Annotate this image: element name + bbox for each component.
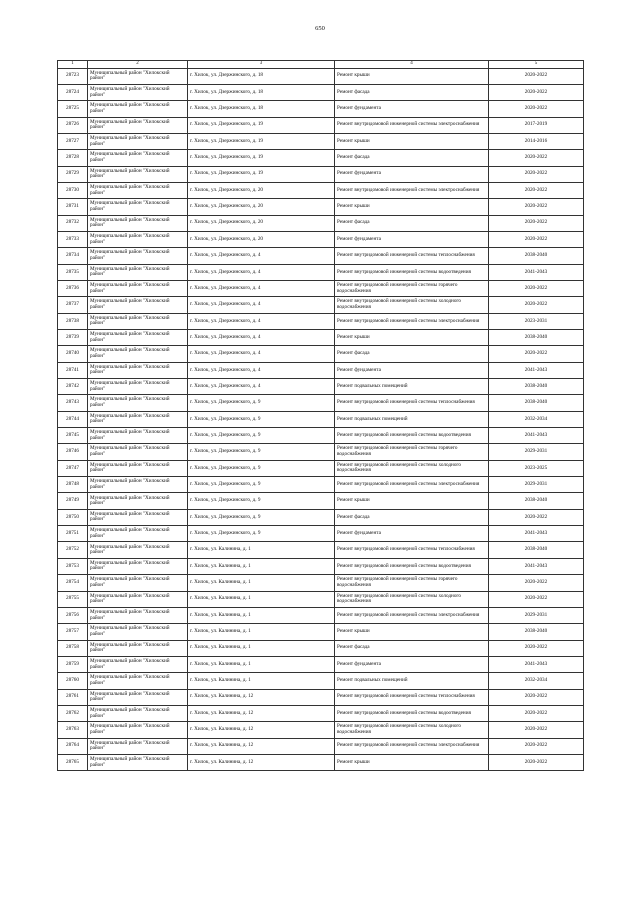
address-cell: г. Хилок, ул. Дзержинского, д. 18 <box>188 68 335 84</box>
address-cell: г. Хилок, ул. Калинина, д. 12 <box>188 705 335 721</box>
period-cell: 2020-2022 <box>489 84 584 100</box>
row-number: 28753 <box>58 558 88 574</box>
table-row <box>58 493 584 509</box>
municipality-cell: Муниципальный район "Хилокский район" <box>88 493 188 509</box>
table-row <box>58 166 584 182</box>
municipality-cell: Муниципальный район "Хилокский район" <box>88 542 188 558</box>
period-cell: 2020-2022 <box>489 297 584 313</box>
work-type-cell: Ремонт крыши <box>335 754 489 770</box>
municipality-cell: Муниципальный район "Хилокский район" <box>88 231 188 247</box>
work-type-cell: Ремонт внутридомовой инженерной системы электроснабжения <box>335 182 489 198</box>
work-type-cell: Ремонт внутридомовой инженерной системы водоотведения <box>335 558 489 574</box>
row-number: 28737 <box>58 297 88 313</box>
work-type-cell: Ремонт фундамента <box>335 526 489 542</box>
work-type-cell: Ремонт фундамента <box>335 166 489 182</box>
table-row <box>58 362 584 378</box>
address-cell: г. Хилок, ул. Дзержинского, д. 9 <box>188 493 335 509</box>
work-type-cell: Ремонт внутридомовой инженерной системы электроснабжения <box>335 313 489 329</box>
municipality-cell: Муниципальный район "Хилокский район" <box>88 313 188 329</box>
work-type-cell: Ремонт крыши <box>335 624 489 640</box>
row-number: 28733 <box>58 231 88 247</box>
period-cell: 2029-2031 <box>489 477 584 493</box>
period-cell: 2017-2019 <box>489 117 584 133</box>
work-type-cell: Ремонт подвальных помещений <box>335 673 489 689</box>
address-cell: г. Хилок, ул. Калинина, д. 1 <box>188 558 335 574</box>
address-cell: г. Хилок, ул. Дзержинского, д. 20 <box>188 215 335 231</box>
work-type-cell: Ремонт внутридомовой инженерной системы теплоснабжения <box>335 689 489 705</box>
work-type-cell: Ремонт внутридомовой инженерной системы электроснабжения <box>335 738 489 754</box>
table-row <box>58 738 584 754</box>
period-cell: 2020-2022 <box>489 346 584 362</box>
period-cell: 2041-2043 <box>489 264 584 280</box>
work-type-cell: Ремонт внутридомовой инженерной системы теплоснабжения <box>335 395 489 411</box>
table-row <box>58 754 584 770</box>
row-number: 28752 <box>58 542 88 558</box>
address-cell: г. Хилок, ул. Калинина, д. 1 <box>188 673 335 689</box>
period-cell: 2014-2016 <box>489 133 584 149</box>
period-cell: 2020-2022 <box>489 231 584 247</box>
municipality-cell: Муниципальный район "Хилокский район" <box>88 640 188 656</box>
row-number: 28746 <box>58 444 88 460</box>
table-row <box>58 591 584 607</box>
work-type-cell: Ремонт внутридомовой инженерной системы электроснабжения <box>335 607 489 623</box>
period-cell: 2023-2025 <box>489 460 584 476</box>
work-type-cell: Ремонт внутридомовой инженерной системы электроснабжения <box>335 477 489 493</box>
work-type-cell: Ремонт фундамента <box>335 231 489 247</box>
address-cell: г. Хилок, ул. Дзержинского, д. 9 <box>188 395 335 411</box>
work-type-cell: Ремонт внутридомовой инженерной системы горячего водоснабжения <box>335 575 489 591</box>
table-row <box>58 722 584 738</box>
table-row <box>58 509 584 525</box>
table-row <box>58 705 584 721</box>
table-row <box>58 264 584 280</box>
municipality-cell: Муниципальный район "Хилокский район" <box>88 117 188 133</box>
work-type-cell: Ремонт фундамента <box>335 101 489 117</box>
column-header: 2 <box>88 61 188 69</box>
table-row <box>58 460 584 476</box>
period-cell: 2041-2043 <box>489 428 584 444</box>
municipality-cell: Муниципальный район "Хилокский район" <box>88 182 188 198</box>
address-cell: г. Хилок, ул. Дзержинского, д. 20 <box>188 182 335 198</box>
municipality-cell: Муниципальный район "Хилокский район" <box>88 411 188 427</box>
work-type-cell: Ремонт крыши <box>335 330 489 346</box>
municipality-cell: Муниципальный район "Хилокский район" <box>88 428 188 444</box>
municipality-cell: Муниципальный район "Хилокский район" <box>88 624 188 640</box>
address-cell: г. Хилок, ул. Дзержинского, д. 4 <box>188 379 335 395</box>
period-cell: 2041-2043 <box>489 526 584 542</box>
table-row <box>58 656 584 672</box>
municipality-cell: Муниципальный район "Хилокский район" <box>88 673 188 689</box>
period-cell: 2038-2040 <box>489 248 584 264</box>
row-number: 28751 <box>58 526 88 542</box>
municipality-cell: Муниципальный район "Хилокский район" <box>88 166 188 182</box>
row-number: 28762 <box>58 705 88 721</box>
work-type-cell: Ремонт внутридомовой инженерной системы теплоснабжения <box>335 542 489 558</box>
table-row <box>58 280 584 296</box>
row-number: 28728 <box>58 150 88 166</box>
address-cell: г. Хилок, ул. Дзержинского, д. 19 <box>188 133 335 149</box>
address-cell: г. Хилок, ул. Дзержинского, д. 4 <box>188 346 335 362</box>
table-row <box>58 248 584 264</box>
row-number: 28735 <box>58 264 88 280</box>
address-cell: г. Хилок, ул. Дзержинского, д. 20 <box>188 199 335 215</box>
work-type-cell: Ремонт внутридомовой инженерной системы электроснабжения <box>335 117 489 133</box>
page-number: 650 <box>315 25 325 32</box>
period-cell: 2020-2022 <box>489 575 584 591</box>
municipality-cell: Муниципальный район "Хилокский район" <box>88 133 188 149</box>
period-cell: 2020-2022 <box>489 150 584 166</box>
address-cell: г. Хилок, ул. Дзержинского, д. 9 <box>188 477 335 493</box>
row-number: 28758 <box>58 640 88 656</box>
period-cell: 2020-2022 <box>489 689 584 705</box>
period-cell: 2020-2022 <box>489 68 584 84</box>
row-number: 28731 <box>58 199 88 215</box>
row-number: 28744 <box>58 411 88 427</box>
table-row <box>58 575 584 591</box>
row-number: 28760 <box>58 673 88 689</box>
row-number: 28729 <box>58 166 88 182</box>
row-number: 28756 <box>58 607 88 623</box>
work-type-cell: Ремонт внутридомовой инженерной системы горячего водоснабжения <box>335 444 489 460</box>
municipality-cell: Муниципальный район "Хилокский район" <box>88 330 188 346</box>
table-row <box>58 231 584 247</box>
address-cell: г. Хилок, ул. Дзержинского, д. 9 <box>188 444 335 460</box>
municipality-cell: Муниципальный район "Хилокский район" <box>88 101 188 117</box>
row-number: 28738 <box>58 313 88 329</box>
address-cell: г. Хилок, ул. Дзержинского, д. 4 <box>188 330 335 346</box>
municipality-cell: Муниципальный район "Хилокский район" <box>88 395 188 411</box>
table-row <box>58 330 584 346</box>
table-row <box>58 84 584 100</box>
address-cell: г. Хилок, ул. Дзержинского, д. 9 <box>188 526 335 542</box>
work-type-cell: Ремонт внутридомовой инженерной системы холодного водоснабжения <box>335 297 489 313</box>
period-cell: 2020-2022 <box>489 705 584 721</box>
table-row <box>58 526 584 542</box>
address-cell: г. Хилок, ул. Калинина, д. 12 <box>188 754 335 770</box>
address-cell: г. Хилок, ул. Калинина, д. 1 <box>188 656 335 672</box>
municipality-cell: Муниципальный район "Хилокский район" <box>88 84 188 100</box>
period-cell: 2041-2043 <box>489 558 584 574</box>
address-cell: г. Хилок, ул. Калинина, д. 1 <box>188 591 335 607</box>
row-number: 28747 <box>58 460 88 476</box>
table-row <box>58 624 584 640</box>
period-cell: 2032-2034 <box>489 673 584 689</box>
period-cell: 2020-2022 <box>489 215 584 231</box>
period-cell: 2038-2040 <box>489 395 584 411</box>
address-cell: г. Хилок, ул. Калинина, д. 12 <box>188 738 335 754</box>
municipality-cell: Муниципальный район "Хилокский район" <box>88 722 188 738</box>
row-number: 28732 <box>58 215 88 231</box>
table-row <box>58 215 584 231</box>
municipality-cell: Муниципальный район "Хилокский район" <box>88 607 188 623</box>
address-cell: г. Хилок, ул. Дзержинского, д. 4 <box>188 248 335 264</box>
address-cell: г. Хилок, ул. Калинина, д. 12 <box>188 722 335 738</box>
municipality-cell: Муниципальный район "Хилокский район" <box>88 150 188 166</box>
period-cell: 2023-2031 <box>489 313 584 329</box>
address-cell: г. Хилок, ул. Калинина, д. 1 <box>188 575 335 591</box>
row-number: 28743 <box>58 395 88 411</box>
row-number: 28730 <box>58 182 88 198</box>
registry-table <box>57 60 584 771</box>
work-type-cell: Ремонт крыши <box>335 68 489 84</box>
period-cell: 2032-2034 <box>489 411 584 427</box>
work-type-cell: Ремонт фасада <box>335 640 489 656</box>
period-cell: 2020-2022 <box>489 101 584 117</box>
work-type-cell: Ремонт внутридомовой инженерной системы водоотведения <box>335 264 489 280</box>
address-cell: г. Хилок, ул. Дзержинского, д. 20 <box>188 231 335 247</box>
address-cell: г. Хилок, ул. Дзержинского, д. 9 <box>188 460 335 476</box>
work-type-cell: Ремонт фасада <box>335 84 489 100</box>
municipality-cell: Муниципальный район "Хилокский район" <box>88 591 188 607</box>
table-row <box>58 428 584 444</box>
table-row <box>58 117 584 133</box>
row-number: 28748 <box>58 477 88 493</box>
work-type-cell: Ремонт крыши <box>335 199 489 215</box>
municipality-cell: Муниципальный район "Хилокский район" <box>88 264 188 280</box>
municipality-cell: Муниципальный район "Хилокский район" <box>88 362 188 378</box>
table-row <box>58 346 584 362</box>
municipality-cell: Муниципальный район "Хилокский район" <box>88 558 188 574</box>
period-cell: 2020-2022 <box>489 166 584 182</box>
municipality-cell: Муниципальный район "Хилокский район" <box>88 379 188 395</box>
work-type-cell: Ремонт подвальных помещений <box>335 411 489 427</box>
work-type-cell: Ремонт внутридомовой инженерной системы холодного водоснабжения <box>335 722 489 738</box>
address-cell: г. Хилок, ул. Дзержинского, д. 9 <box>188 428 335 444</box>
row-number: 28763 <box>58 722 88 738</box>
address-cell: г. Хилок, ул. Дзержинского, д. 9 <box>188 411 335 427</box>
table-row <box>58 297 584 313</box>
address-cell: г. Хилок, ул. Калинина, д. 1 <box>188 542 335 558</box>
municipality-cell: Муниципальный район "Хилокский район" <box>88 248 188 264</box>
row-number: 28764 <box>58 738 88 754</box>
table-row <box>58 101 584 117</box>
table-row <box>58 182 584 198</box>
work-type-cell: Ремонт крыши <box>335 493 489 509</box>
table-row <box>58 379 584 395</box>
municipality-cell: Муниципальный район "Хилокский район" <box>88 754 188 770</box>
period-cell: 2020-2022 <box>489 199 584 215</box>
municipality-cell: Муниципальный район "Хилокский район" <box>88 199 188 215</box>
table-row <box>58 542 584 558</box>
column-header: 4 <box>335 61 489 69</box>
row-number: 28759 <box>58 656 88 672</box>
address-cell: г. Хилок, ул. Дзержинского, д. 18 <box>188 84 335 100</box>
work-type-cell: Ремонт крыши <box>335 133 489 149</box>
table-row <box>58 150 584 166</box>
row-number: 28725 <box>58 101 88 117</box>
period-cell: 2020-2022 <box>489 640 584 656</box>
period-cell: 2020-2022 <box>489 591 584 607</box>
municipality-cell: Муниципальный район "Хилокский район" <box>88 705 188 721</box>
column-header: 5 <box>489 61 584 69</box>
table-row <box>58 199 584 215</box>
municipality-cell: Муниципальный район "Хилокский район" <box>88 689 188 705</box>
row-number: 28754 <box>58 575 88 591</box>
period-cell: 2041-2043 <box>489 362 584 378</box>
address-cell: г. Хилок, ул. Дзержинского, д. 4 <box>188 362 335 378</box>
address-cell: г. Хилок, ул. Дзержинского, д. 4 <box>188 313 335 329</box>
municipality-cell: Муниципальный район "Хилокский район" <box>88 68 188 84</box>
work-type-cell: Ремонт фасада <box>335 509 489 525</box>
row-number: 28745 <box>58 428 88 444</box>
table-row <box>58 477 584 493</box>
address-cell: г. Хилок, ул. Дзержинского, д. 19 <box>188 117 335 133</box>
work-type-cell: Ремонт фасада <box>335 150 489 166</box>
municipality-cell: Муниципальный район "Хилокский район" <box>88 215 188 231</box>
municipality-cell: Муниципальный район "Хилокский район" <box>88 509 188 525</box>
period-cell: 2029-2031 <box>489 607 584 623</box>
period-cell: 2020-2022 <box>489 509 584 525</box>
municipality-cell: Муниципальный район "Хилокский район" <box>88 738 188 754</box>
municipality-cell: Муниципальный район "Хилокский район" <box>88 460 188 476</box>
row-number: 28755 <box>58 591 88 607</box>
table-header <box>58 61 584 69</box>
work-type-cell: Ремонт внутридомовой инженерной системы горячего водоснабжения <box>335 280 489 296</box>
period-cell: 2038-2040 <box>489 542 584 558</box>
period-cell: 2020-2022 <box>489 754 584 770</box>
work-type-cell: Ремонт внутридомовой инженерной системы водоотведения <box>335 705 489 721</box>
table-row <box>58 395 584 411</box>
table-row <box>58 444 584 460</box>
work-type-cell: Ремонт фундамента <box>335 656 489 672</box>
address-cell: г. Хилок, ул. Дзержинского, д. 4 <box>188 264 335 280</box>
address-cell: г. Хилок, ул. Дзержинского, д. 19 <box>188 166 335 182</box>
row-number: 28741 <box>58 362 88 378</box>
row-number: 28750 <box>58 509 88 525</box>
address-cell: г. Хилок, ул. Дзержинского, д. 18 <box>188 101 335 117</box>
row-number: 28723 <box>58 68 88 84</box>
table-row <box>58 313 584 329</box>
period-cell: 2020-2022 <box>489 722 584 738</box>
address-cell: г. Хилок, ул. Калинина, д. 1 <box>188 607 335 623</box>
row-number: 28740 <box>58 346 88 362</box>
row-number: 28734 <box>58 248 88 264</box>
period-cell: 2038-2040 <box>489 493 584 509</box>
table-row <box>58 411 584 427</box>
work-type-cell: Ремонт внутридомовой инженерной системы теплоснабжения <box>335 248 489 264</box>
work-type-cell: Ремонт внутридомовой инженерной системы холодного водоснабжения <box>335 591 489 607</box>
municipality-cell: Муниципальный район "Хилокский район" <box>88 280 188 296</box>
row-number: 28727 <box>58 133 88 149</box>
table-row <box>58 133 584 149</box>
period-cell: 2029-2031 <box>489 444 584 460</box>
address-cell: г. Хилок, ул. Дзержинского, д. 19 <box>188 150 335 166</box>
period-cell: 2020-2022 <box>489 738 584 754</box>
municipality-cell: Муниципальный район "Хилокский район" <box>88 526 188 542</box>
table-body <box>58 68 584 771</box>
row-number: 28724 <box>58 84 88 100</box>
row-number: 28757 <box>58 624 88 640</box>
work-type-cell: Ремонт внутридомовой инженерной системы холодного водоснабжения <box>335 460 489 476</box>
address-cell: г. Хилок, ул. Калинина, д. 1 <box>188 640 335 656</box>
address-cell: г. Хилок, ул. Дзержинского, д. 9 <box>188 509 335 525</box>
municipality-cell: Муниципальный район "Хилокский район" <box>88 477 188 493</box>
table-row <box>58 68 584 84</box>
period-cell: 2038-2040 <box>489 624 584 640</box>
row-number: 28736 <box>58 280 88 296</box>
row-number: 28726 <box>58 117 88 133</box>
period-cell: 2038-2040 <box>489 330 584 346</box>
period-cell: 2020-2022 <box>489 182 584 198</box>
address-cell: г. Хилок, ул. Калинина, д. 1 <box>188 624 335 640</box>
row-number: 28765 <box>58 754 88 770</box>
work-type-cell: Ремонт фасада <box>335 215 489 231</box>
table-row <box>58 558 584 574</box>
table-row <box>58 689 584 705</box>
work-type-cell: Ремонт фундамента <box>335 362 489 378</box>
municipality-cell: Муниципальный район "Хилокский район" <box>88 656 188 672</box>
address-cell: г. Хилок, ул. Дзержинского, д. 4 <box>188 280 335 296</box>
column-header: 3 <box>188 61 335 69</box>
municipality-cell: Муниципальный район "Хилокский район" <box>88 297 188 313</box>
work-type-cell: Ремонт фасада <box>335 346 489 362</box>
table-row <box>58 607 584 623</box>
period-cell: 2041-2043 <box>489 656 584 672</box>
work-type-cell: Ремонт внутридомовой инженерной системы водоотведения <box>335 428 489 444</box>
column-header: 1 <box>58 61 88 69</box>
work-type-cell: Ремонт подвальных помещений <box>335 379 489 395</box>
municipality-cell: Муниципальный район "Хилокский район" <box>88 444 188 460</box>
row-number: 28761 <box>58 689 88 705</box>
table-row <box>58 640 584 656</box>
period-cell: 2038-2040 <box>489 379 584 395</box>
address-cell: г. Хилок, ул. Дзержинского, д. 4 <box>188 297 335 313</box>
table-row <box>58 673 584 689</box>
row-number: 28742 <box>58 379 88 395</box>
row-number: 28739 <box>58 330 88 346</box>
municipality-cell: Муниципальный район "Хилокский район" <box>88 346 188 362</box>
municipality-cell: Муниципальный район "Хилокский район" <box>88 575 188 591</box>
address-cell: г. Хилок, ул. Калинина, д. 12 <box>188 689 335 705</box>
row-number: 28749 <box>58 493 88 509</box>
period-cell: 2020-2022 <box>489 280 584 296</box>
